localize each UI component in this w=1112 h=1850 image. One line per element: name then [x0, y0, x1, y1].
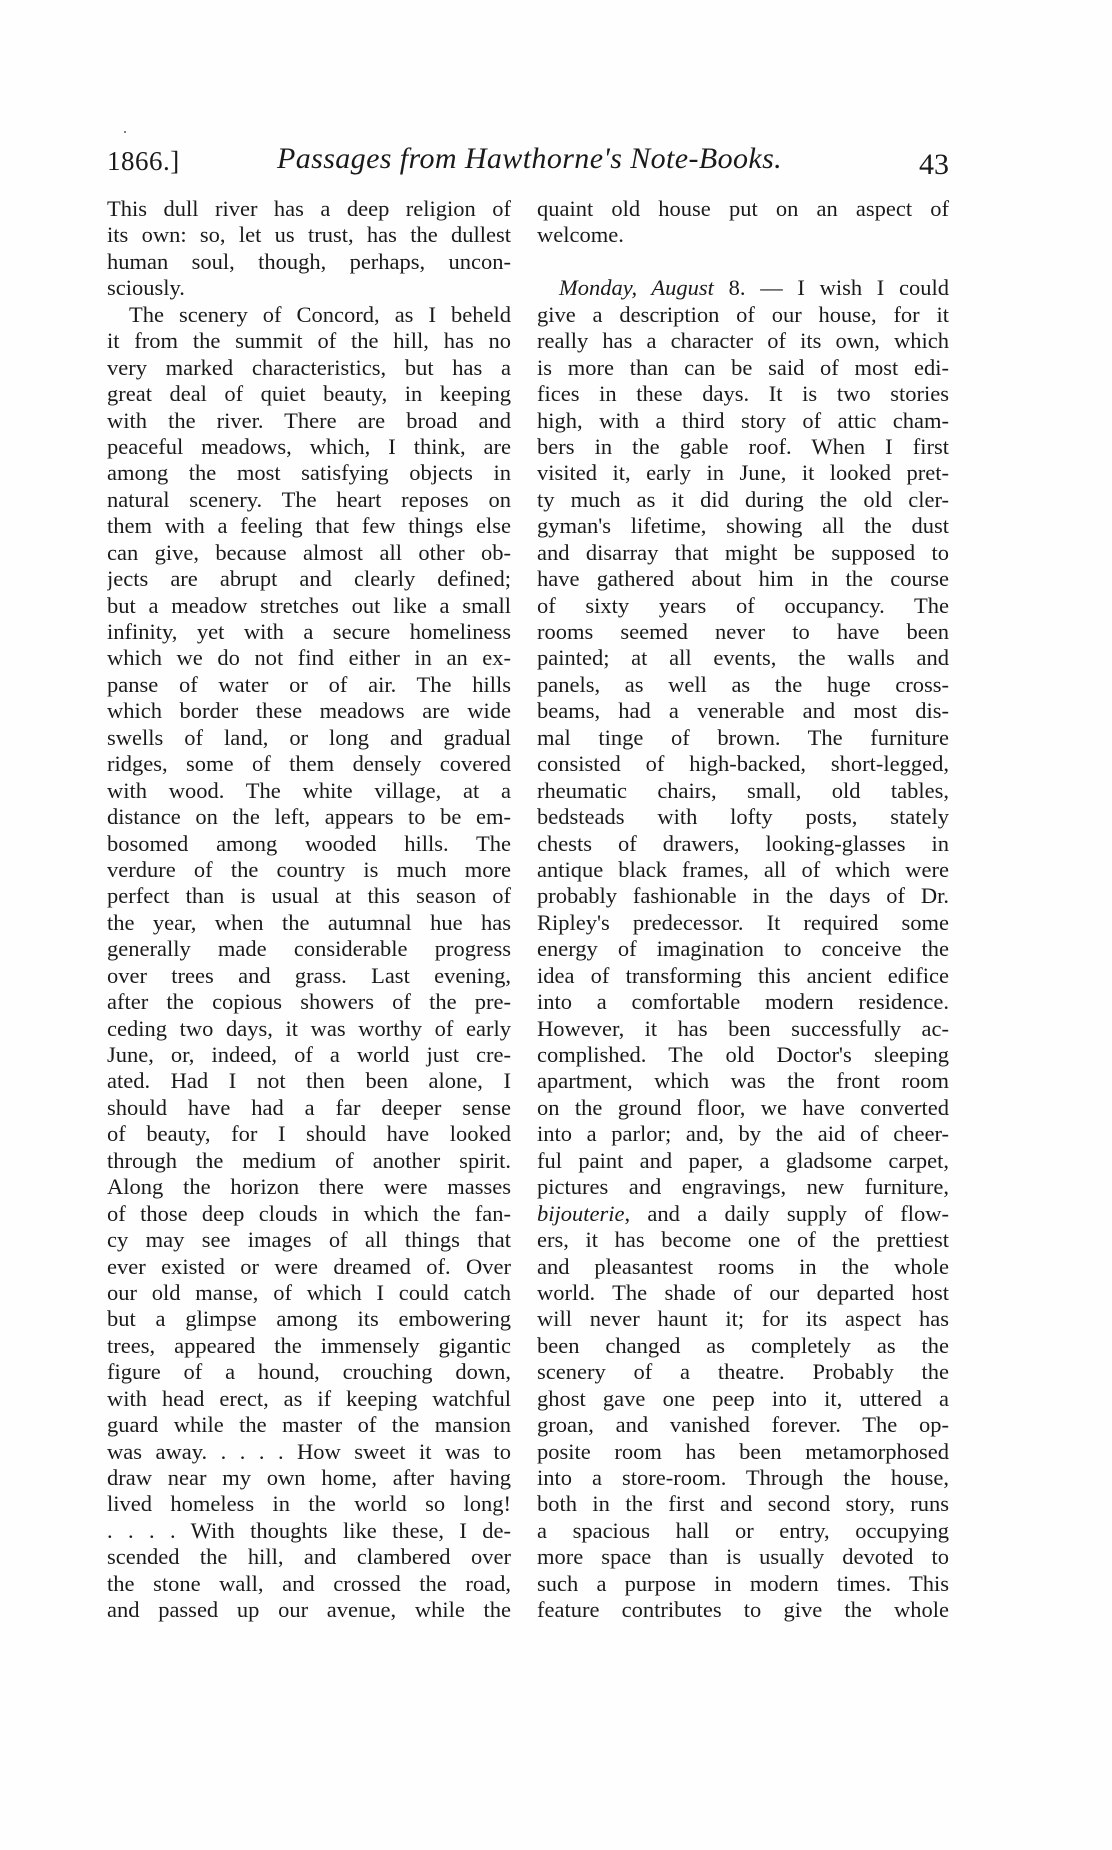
text-line: apartment, which was the front room [537, 1068, 949, 1094]
text-line: its own: so, let us trust, has the dullest [107, 222, 511, 248]
text-line: ated. Had I not then been alone, I [107, 1068, 511, 1094]
italic-word: bijouterie [537, 1200, 625, 1226]
text-line: verdure of the country is much more [107, 856, 511, 882]
text-line: such a purpose in modern times. This [537, 1570, 949, 1596]
text-line: trees, appeared the immensely gigantic [107, 1332, 511, 1358]
text-line: gyman's lifetime, showing all the dust [537, 513, 949, 539]
left-column [107, 196, 511, 1624]
text-line: into a comfortable modern residence. [537, 989, 949, 1015]
text-line: among the most satisfying objects in [107, 460, 511, 486]
text-line: our old manse, of which I could catch [107, 1279, 511, 1305]
text-line: sciously. [107, 275, 185, 301]
text-line: bers in the gable roof. When I first [537, 433, 949, 459]
page-number: 43 [919, 148, 949, 181]
text-line: visited it, early in June, it looked pret- [537, 460, 949, 486]
text-line: but a glimpse among its embowering [107, 1306, 511, 1332]
text-line: feature contributes to give the whole [537, 1597, 949, 1623]
text-line: with wood. The white village, at a [107, 777, 511, 803]
paragraph-body [537, 302, 949, 1201]
text-line: . . . . With thoughts like these, I de- [107, 1517, 511, 1543]
text-line: figure of a hound, crouching down, [107, 1359, 511, 1385]
text-line: infinity, yet with a secure homeliness [107, 619, 511, 644]
text-line: human soul, though, perhaps, uncon- [107, 248, 511, 274]
text-line: fices in these days. It is two stories [537, 381, 949, 407]
text-line: rooms seemed never to have been [537, 619, 949, 644]
text-line: peaceful meadows, which, I think, are [107, 433, 511, 459]
text-line: quaint old house put on an aspect of [537, 196, 949, 221]
entry-date-line [537, 275, 949, 301]
bijouterie-line [537, 1201, 949, 1227]
text-line: guard while the master of the mansion [107, 1412, 511, 1438]
right-column [537, 196, 949, 1624]
text-line: on the ground floor, we have converted [537, 1094, 949, 1120]
text-line: into a store-room. Through the house, [537, 1465, 949, 1490]
text-line: painted; at all events, the walls and [537, 645, 949, 671]
text-line: is more than can be said of most edi- [537, 354, 949, 380]
header-year: 1866.] [107, 146, 180, 176]
text-line: with the river. There are broad and [107, 407, 511, 433]
text-line: draw near my own home, after having [107, 1465, 511, 1490]
text-line: ceding two days, it was worthy of early [107, 1015, 511, 1041]
paragraph-body [537, 1227, 949, 1624]
text-line: ers, it has become one of the prettiest [537, 1227, 949, 1253]
text-line: ever existed or were dreamed of. Over [107, 1253, 511, 1279]
text-line: of those deep clouds in which the fan- [107, 1200, 511, 1226]
text-line: and passed up our avenue, while the [107, 1597, 511, 1623]
text-line: panse of water or of air. The hills [107, 671, 511, 697]
text-line: and disarray that might be supposed to [537, 539, 949, 565]
text-line: of sixty years of occupancy. The [537, 592, 949, 618]
text-line: and pleasantest rooms in the whole [537, 1253, 949, 1279]
text-line: ridges, some of them densely covered [107, 751, 511, 777]
entry-date-rest: 8. — I wish I could [713, 275, 949, 301]
text-line: consisted of high-backed, short-legged, [537, 751, 949, 777]
text-line: ty much as it did during the old cler- [537, 486, 949, 512]
running-header [107, 140, 949, 180]
text-line: Along the horizon there were masses [107, 1174, 511, 1200]
text-line: will never haunt it; for its aspect has [537, 1306, 949, 1332]
text-line: but a meadow stretches out like a small [107, 592, 511, 618]
text-line: have gathered about him in the course [537, 566, 949, 592]
text-line: it from the summit of the hill, has no [107, 328, 511, 354]
text-line: idea of transforming this ancient edifice [537, 962, 949, 988]
text-line: panels, as well as the huge cross- [537, 671, 949, 697]
text-line: energy of imagination to conceive the [537, 936, 949, 962]
text-line: should have had a far deeper sense [107, 1094, 511, 1120]
text-line: can give, because almost all other ob- [107, 539, 511, 565]
text-line: world. The shade of our departed host [537, 1279, 949, 1305]
text-line: probably fashionable in the days of Dr. [537, 883, 949, 909]
text-line: complished. The old Doctor's sleeping [537, 1042, 949, 1067]
text-line: June, or, indeed, of a world just cre- [107, 1042, 511, 1067]
text-line: been changed as completely as the [537, 1332, 949, 1358]
text-line: chests of drawers, looking-glasses in [537, 830, 949, 856]
text-line: great deal of quiet beauty, in keeping [107, 381, 511, 407]
text-line: very marked characteristics, but has a [107, 354, 511, 380]
text-line: This dull river has a deep religion of [107, 196, 511, 221]
text-line: more space than is usually devoted to [537, 1544, 949, 1570]
text-line: beams, had a venerable and most dis- [537, 698, 949, 724]
text-line: groan, and vanished forever. The op- [537, 1412, 949, 1438]
text-line: mal tinge of brown. The furniture [537, 724, 949, 750]
text-line: antique black frames, all of which were [537, 856, 949, 882]
text-line: the year, when the autumnal hue has [107, 909, 511, 935]
text-line: bosomed among wooded hills. The [107, 830, 511, 856]
text-line: a spacious hall or entry, occupying [537, 1517, 949, 1543]
text-line: which border these meadows are wide [107, 698, 511, 724]
text-line: the stone wall, and crossed the road, [107, 1570, 511, 1596]
text-line: them with a feeling that few things else [107, 513, 511, 539]
text-line: with head erect, as if keeping watchful [107, 1385, 511, 1411]
text-line: over trees and grass. Last evening, [107, 962, 511, 988]
text-line: after the copious showers of the pre- [107, 989, 511, 1015]
text-line: high, with a third story of attic cham- [537, 407, 949, 433]
text-line: into a parlor; and, by the aid of cheer- [537, 1121, 949, 1147]
text-line: distance on the left, appears to be em- [107, 804, 511, 830]
text-line: really has a character of its own, which [537, 328, 949, 354]
text-line: scenery of a theatre. Probably the [537, 1359, 949, 1385]
text-line: posite room has been metamorphosed [537, 1438, 949, 1464]
text-line: bedsteads with lofty posts, stately [537, 804, 949, 830]
text-line: of beauty, for I should have looked [107, 1121, 511, 1147]
text-line: However, it has been successfully ac- [537, 1015, 949, 1041]
text-line: natural scenery. The heart reposes on [107, 486, 511, 512]
ink-speck [124, 131, 126, 133]
text-line: welcome. [537, 222, 624, 248]
line-rest: , and a daily supply of flow- [624, 1200, 949, 1226]
text-line: generally made considerable progress [107, 936, 511, 962]
running-title: Passages from Hawthorne's Note-Books. [277, 142, 783, 175]
text-line: perfect than is usual at this season of [107, 883, 511, 909]
text-line: was away. . . . . How sweet it was to [107, 1438, 511, 1464]
text-line: rheumatic chairs, small, old tables, [537, 777, 949, 803]
text-line: give a description of our house, for it [537, 301, 949, 327]
text-line: which we do not find either in an ex- [107, 645, 511, 671]
text-line: Ripley's predecessor. It required some [537, 909, 949, 935]
text-line: lived homeless in the world so long! [107, 1491, 511, 1517]
text-line: both in the first and second story, runs [537, 1491, 949, 1517]
text-line: jects are abrupt and clearly defined; [107, 566, 511, 592]
text-line: The scenery of Concord, as I beheld [129, 301, 511, 327]
text-line: swells of land, or long and gradual [107, 724, 511, 750]
text-line: scended the hill, and clambered over [107, 1544, 511, 1570]
text-line: ghost gave one peep into it, uttered a [537, 1385, 949, 1411]
text-line: pictures and engravings, new furniture, [537, 1174, 949, 1200]
text-line: ful paint and paper, a gladsome carpet, [537, 1147, 949, 1173]
entry-date: Monday, August [559, 275, 714, 301]
text-line: through the medium of another spirit. [107, 1147, 511, 1173]
text-line: cy may see images of all things that [107, 1227, 511, 1253]
paragraph-gap [537, 249, 949, 275]
